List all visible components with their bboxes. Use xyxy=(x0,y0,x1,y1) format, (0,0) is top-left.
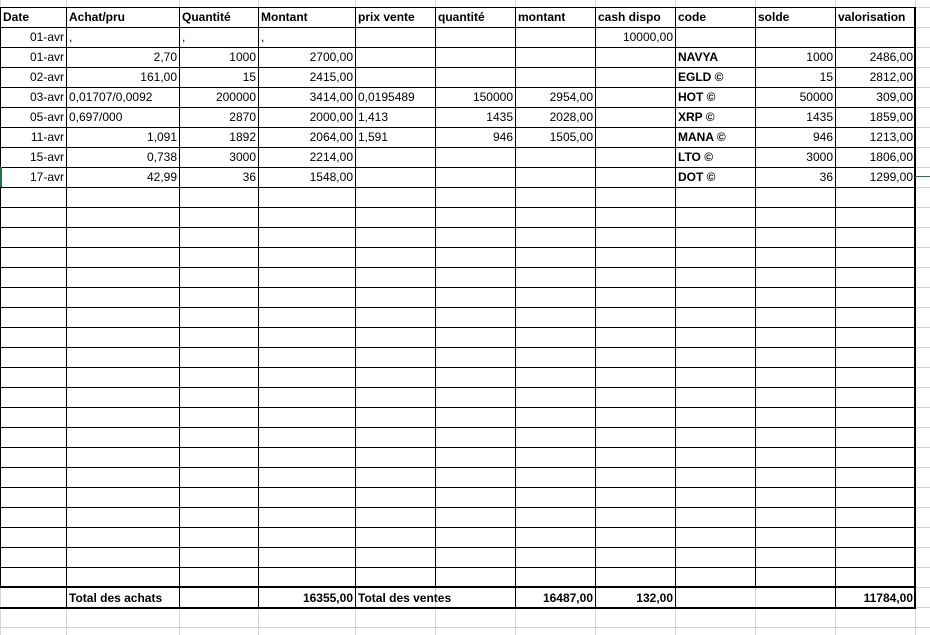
selected-row-indicator xyxy=(915,176,930,177)
border-line xyxy=(0,567,916,568)
table-cell[interactable]: , xyxy=(182,30,186,44)
table-cell[interactable]: 15-avr xyxy=(29,150,64,164)
border-line xyxy=(0,287,916,288)
table-cell[interactable]: 11-avr xyxy=(30,130,64,144)
table-cell[interactable]: 161,00 xyxy=(140,70,177,84)
table-cell[interactable]: 0,697/000 xyxy=(69,110,123,124)
border-line xyxy=(0,227,916,228)
border-line xyxy=(0,527,916,528)
table-cell[interactable]: 2214,00 xyxy=(309,150,353,164)
border-line xyxy=(0,487,916,488)
table-cell[interactable]: 01-avr xyxy=(29,50,64,64)
table-cell[interactable]: 05-avr xyxy=(29,110,64,124)
table-cell[interactable]: 15 xyxy=(242,70,256,84)
table-cell[interactable]: 2028,00 xyxy=(549,110,593,124)
table-cell[interactable]: 15 xyxy=(819,70,833,84)
table-cell[interactable]: 3000 xyxy=(229,150,256,164)
table-cell[interactable]: 1548,00 xyxy=(309,170,353,184)
border-line xyxy=(675,587,676,608)
total-cell[interactable]: 16487,00 xyxy=(542,591,593,605)
border-line xyxy=(0,327,916,328)
table-cell[interactable]: 946 xyxy=(492,130,513,144)
table-cell[interactable]: 1000 xyxy=(806,50,833,64)
table-cell[interactable]: 2954,00 xyxy=(549,90,593,104)
table-cell[interactable]: 946 xyxy=(812,130,833,144)
table-cell[interactable]: 3414,00 xyxy=(309,90,353,104)
table-cell[interactable]: 2000,00 xyxy=(309,110,353,124)
table-cell[interactable]: 200000 xyxy=(215,90,256,104)
border-line xyxy=(0,367,916,368)
table-cell[interactable]: 1859,00 xyxy=(869,110,913,124)
table-cell[interactable]: 1000 xyxy=(229,50,256,64)
table-cell[interactable]: 1505,00 xyxy=(549,130,593,144)
border-line xyxy=(0,207,916,208)
column-header[interactable]: Montant xyxy=(261,10,308,24)
table-cell[interactable]: 2,70 xyxy=(153,50,177,64)
table-cell[interactable]: 1435 xyxy=(806,110,833,124)
total-cell[interactable]: 11784,00 xyxy=(863,591,913,605)
table-cell[interactable]: 0,0195489 xyxy=(358,90,415,104)
table-cell[interactable]: MANA © xyxy=(678,130,726,144)
table-cell[interactable]: , xyxy=(69,30,73,44)
column-header[interactable]: solde xyxy=(758,10,790,24)
table-cell[interactable]: 0,01707/0,0092 xyxy=(69,90,153,104)
table-cell[interactable]: 1213,00 xyxy=(869,130,913,144)
column-header[interactable]: Achat/pru xyxy=(69,10,126,24)
border-line xyxy=(0,307,916,308)
table-cell[interactable]: 2812,00 xyxy=(869,70,913,84)
border-line xyxy=(0,467,916,468)
total-cell[interactable]: 16355,00 xyxy=(302,591,353,605)
table-cell[interactable]: 1892 xyxy=(229,130,256,144)
table-cell[interactable]: 1,591 xyxy=(358,130,389,144)
column-header[interactable]: cash dispo xyxy=(598,10,661,24)
border-line xyxy=(0,586,916,588)
column-header[interactable]: Quantité xyxy=(182,10,231,24)
column-header[interactable]: prix vente xyxy=(358,10,415,24)
table-cell[interactable]: 1,091 xyxy=(146,130,177,144)
total-cell[interactable]: Total des ventes xyxy=(358,591,452,605)
table-cell[interactable]: NAVYA xyxy=(678,50,719,64)
table-cell[interactable]: 10000,00 xyxy=(622,30,673,44)
selected-cell-indicator xyxy=(0,167,2,187)
table-cell[interactable]: 42,99 xyxy=(146,170,177,184)
border-line xyxy=(0,447,916,448)
table-cell[interactable]: XRP © xyxy=(678,110,715,124)
table-cell[interactable]: 3000 xyxy=(806,150,833,164)
border-line xyxy=(179,587,180,608)
border-line xyxy=(0,507,916,508)
border-line xyxy=(0,267,916,268)
column-header[interactable]: quantité xyxy=(438,10,485,24)
table-cell[interactable]: 02-avr xyxy=(29,70,64,84)
table-cell[interactable]: 1299,00 xyxy=(869,170,913,184)
table-cell[interactable]: EGLD © xyxy=(678,70,724,84)
border-line xyxy=(595,7,596,587)
column-header[interactable]: code xyxy=(678,10,707,24)
grid-row-line xyxy=(0,627,930,628)
table-cell[interactable]: 1,413 xyxy=(358,110,389,124)
table-cell[interactable]: DOT © xyxy=(678,170,716,184)
table-cell[interactable]: 2870 xyxy=(229,110,256,124)
total-cell[interactable]: 132,00 xyxy=(636,591,673,605)
table-cell[interactable]: 1435 xyxy=(486,110,513,124)
table-cell[interactable]: 309,00 xyxy=(876,90,913,104)
table-cell[interactable]: 2486,00 xyxy=(869,50,913,64)
border-line xyxy=(0,427,916,428)
table-cell[interactable]: 0,738 xyxy=(146,150,177,164)
table-cell[interactable]: LTO © xyxy=(678,150,714,164)
table-cell[interactable]: 17-avr xyxy=(29,170,64,184)
column-header[interactable]: montant xyxy=(518,10,566,24)
table-cell[interactable]: 150000 xyxy=(472,90,513,104)
table-cell[interactable]: , xyxy=(261,30,265,44)
table-cell[interactable]: 2064,00 xyxy=(309,130,353,144)
table-cell[interactable]: 36 xyxy=(819,170,833,184)
column-header[interactable]: valorisation xyxy=(838,10,906,24)
column-header[interactable]: Date xyxy=(3,10,30,24)
total-cell[interactable]: Total des achats xyxy=(69,591,163,605)
border-line xyxy=(0,347,916,348)
border-line xyxy=(0,387,916,388)
table-cell[interactable]: HOT © xyxy=(678,90,716,104)
table-cell[interactable]: 36 xyxy=(242,170,256,184)
border-line xyxy=(0,547,916,548)
table-cell[interactable]: 03-avr xyxy=(29,90,64,104)
border-line xyxy=(0,407,916,408)
table-cell[interactable]: 2700,00 xyxy=(309,50,353,64)
table-cell[interactable]: 1806,00 xyxy=(869,150,913,164)
table-cell[interactable]: 2415,00 xyxy=(309,70,353,84)
border-line xyxy=(0,247,916,248)
table-cell[interactable]: 50000 xyxy=(799,90,833,104)
table-cell[interactable]: 01-avr xyxy=(29,30,64,44)
border-line xyxy=(0,187,916,188)
